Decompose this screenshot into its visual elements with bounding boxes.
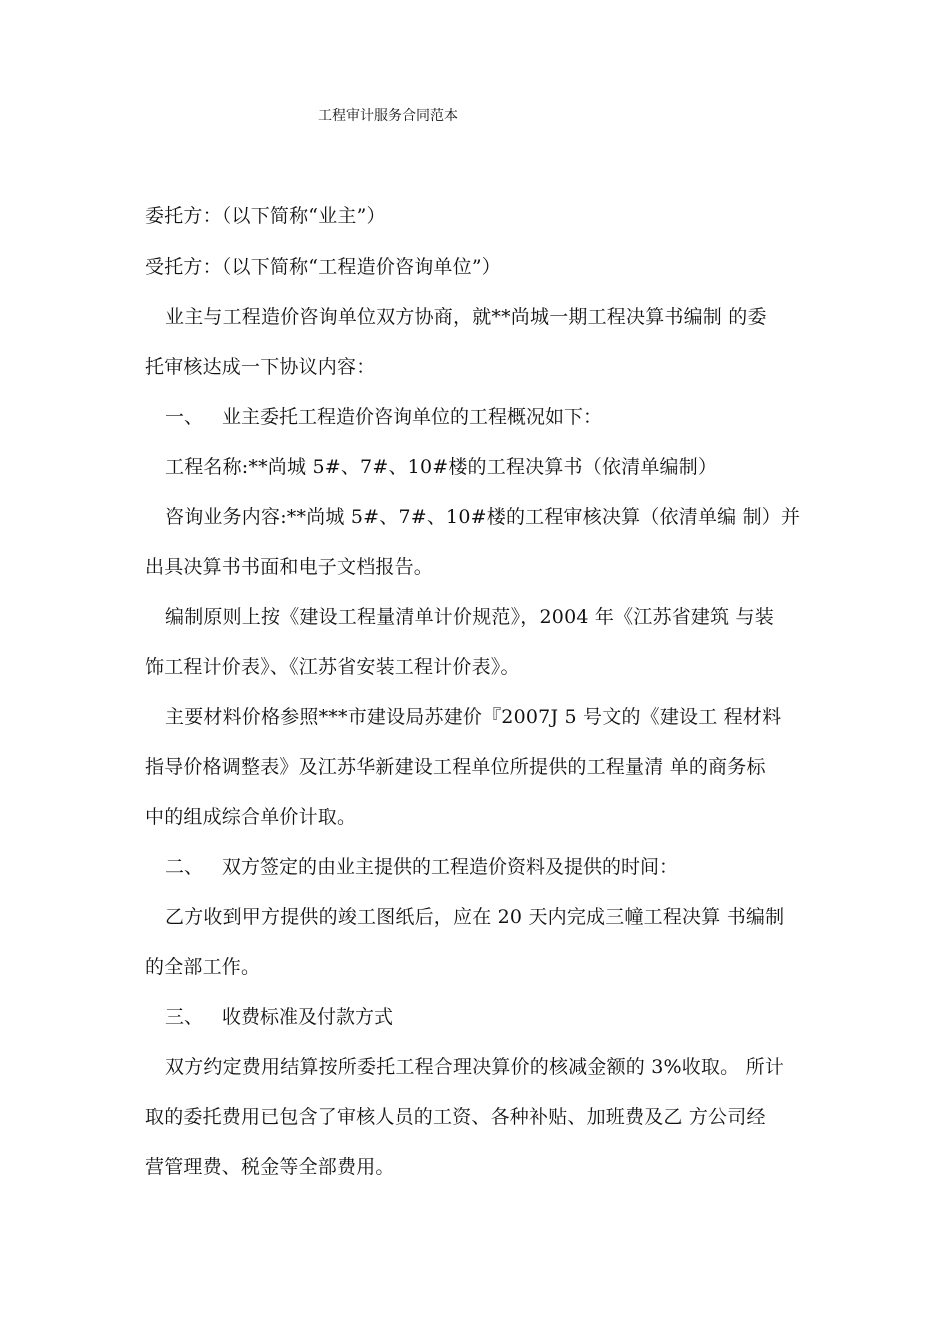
paragraph-line: 双方约定费用结算按所委托工程合理决算价的核减金额的 3%收取。 所计 — [165, 1056, 785, 1078]
paragraph-line: 取的委托费用已包含了审核人员的工资、各种补贴、加班费及乙 方公司经 — [145, 1106, 766, 1128]
paragraph-line: 咨询业务内容:**尚城 5#、7#、10#楼的工程审核决算（依清单编 制）并 — [165, 506, 801, 528]
contractor-line: 受托方：（以下简称“工程造价咨询单位”） — [145, 256, 501, 278]
paragraph-line: 乙方收到甲方提供的竣工图纸后，应在 20 天内完成三幢工程决算 书编制 — [165, 906, 785, 928]
section-title: 双方签定的由业主提供的工程造价资料及提供的时间： — [222, 856, 679, 878]
document-title: 工程审计服务合同范本 — [318, 108, 458, 124]
paragraph-line: 业主与工程造价咨询单位双方协商，就**尚城一期工程决算书编制 的委 — [165, 306, 767, 328]
paragraph-line: 的全部工作。 — [145, 956, 261, 978]
paragraph-line: 饰工程计价表》、《江苏省安装工程计价表》。 — [145, 656, 520, 678]
section-number: 二、 — [165, 856, 204, 878]
section-number: 三、 — [165, 1006, 204, 1028]
section-title: 业主委托工程造价咨询单位的工程概况如下： — [222, 406, 603, 428]
paragraph-line: 主要材料价格参照***市建设局苏建价『2007J 5 号文的《建设工 程材料 — [165, 706, 782, 728]
paragraph-line: 托审核达成一下协议内容： — [145, 356, 376, 378]
client-line: 委托方：（以下简称“业主”） — [145, 205, 386, 227]
paragraph-line: 出具决算书书面和电子文档报告。 — [145, 556, 434, 578]
paragraph-line: 编制原则上按《建设工程量清单计价规范》，2004 年《江苏省建筑 与装 — [165, 606, 774, 628]
section-number: 一、 — [165, 406, 204, 428]
paragraph-line: 中的组成综合单价计取。 — [145, 806, 357, 828]
paragraph-line: 指导价格调整表》及江苏华新建设工程单位所提供的工程量清 单的商务标 — [145, 756, 766, 778]
paragraph-line: 工程名称:**尚城 5#、7#、10#楼的工程决算书（依清单编制） — [165, 456, 718, 478]
paragraph-line: 营管理费、税金等全部费用。 — [145, 1156, 395, 1178]
section-title: 收费标准及付款方式 — [222, 1006, 394, 1028]
